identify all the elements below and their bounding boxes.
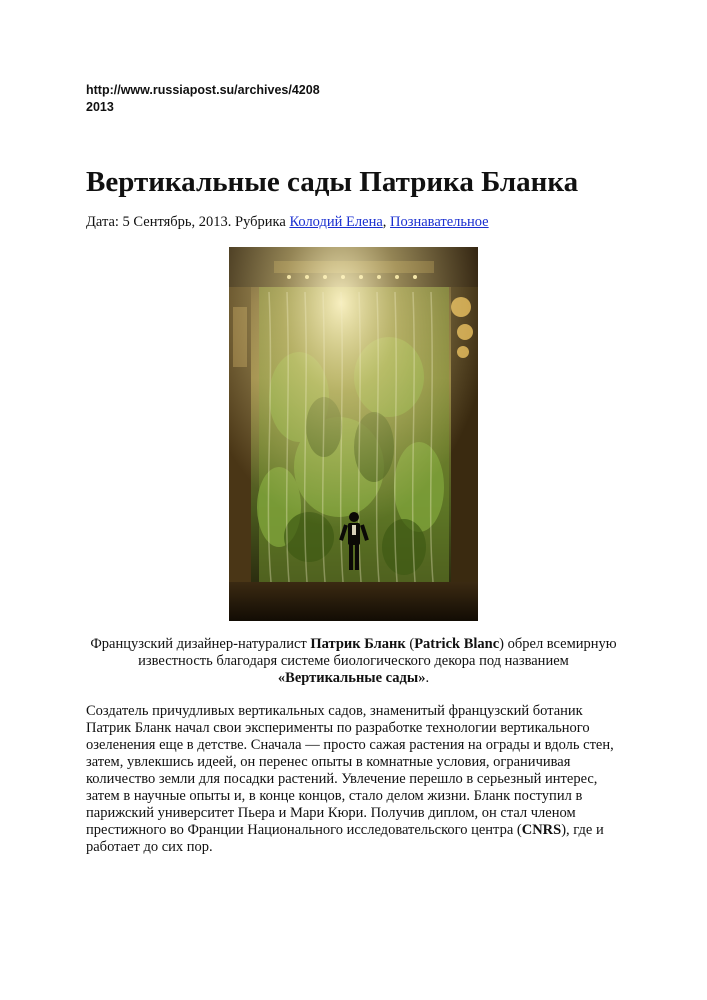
- source-url: http://www.russiapost.su/archives/4208: [86, 83, 320, 97]
- category-link-poznavatelnoe[interactable]: Познавательное: [390, 214, 489, 230]
- caption-term: «Вертикальные сады»: [277, 670, 426, 686]
- paragraph-abbr: CNRS: [521, 822, 562, 838]
- caption-text-1: Французский дизайнер-натуралист: [90, 636, 311, 652]
- caption-text-3: ) обрел всемирную известность благодаря системе биологического декора под названием: [138, 636, 617, 669]
- vertical-garden-photo: [229, 247, 478, 621]
- caption-name: Патрик Бланк: [310, 636, 406, 652]
- paragraph-text-1: Создатель причудливых вертикальных садов, знаменитый французский ботаник Патрик Бланк начал свои эксперименты по разработке технологии вертикального озеленения еще в детстве. Сначала — просто сажая растения на ограды и вдоль стен, затем, увлекшись идеей, он перенес опыты в комнатные условия, ограничивая количество земли для посадки растений. Увлечение перешло в серьезный интерес, затем в научные опыты и, в конце концов, стало делом жизни. Бланк поступил в парижский университет Пьера и Мари Кюри. Получив диплом, он стал членом престижного во Франции Национального исследовательского центра (: [86, 703, 614, 838]
- article-meta: [86, 214, 489, 231]
- source-year: 2013: [86, 100, 114, 114]
- caption-text-2: (: [405, 636, 415, 652]
- article-paragraph: [86, 703, 626, 856]
- category-separator: ,: [382, 214, 391, 230]
- paragraph-text-2: ), где и работает до сих пор.: [86, 822, 604, 855]
- caption-text-4: .: [425, 670, 430, 686]
- image-caption: [86, 636, 621, 687]
- caption-name-latin: Patrick Blanc: [414, 636, 500, 652]
- article-title: Вертикальные сады Патрика Бланка: [86, 166, 579, 198]
- date-label: Дата: 5 Сентябрь, 2013. Рубрика: [86, 214, 290, 230]
- category-link-kolodiy[interactable]: Колодий Елена: [289, 214, 383, 230]
